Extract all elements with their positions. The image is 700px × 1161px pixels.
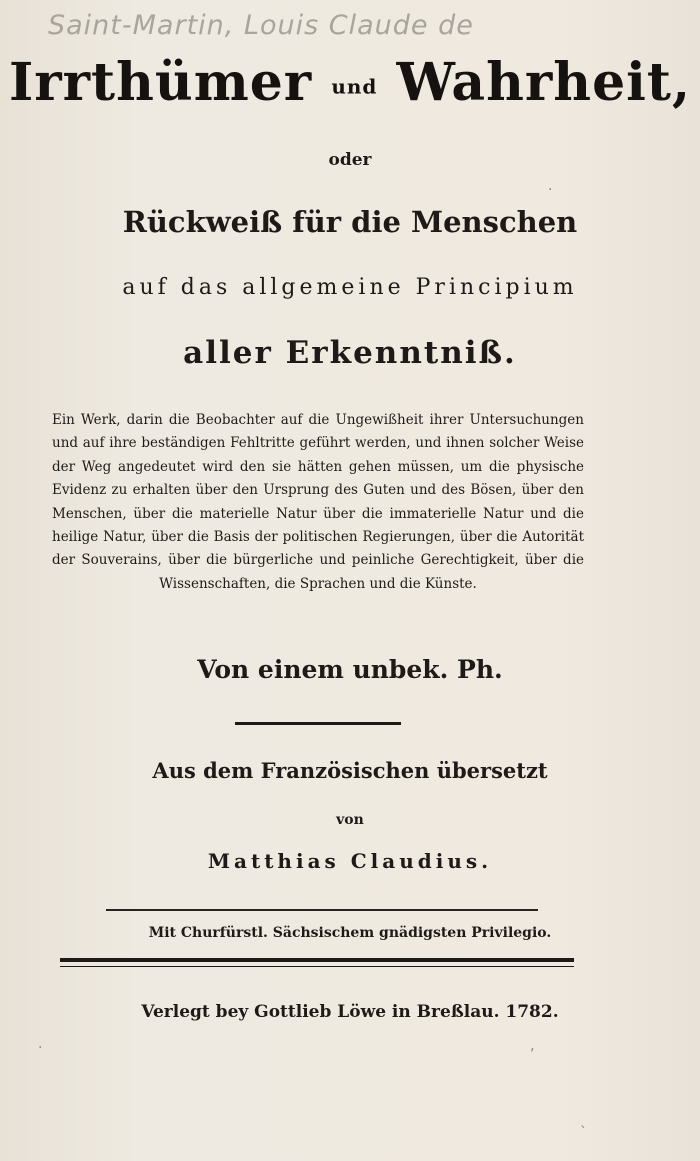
title-part1: Irrthümer (8, 52, 313, 113)
divider-double-thin (60, 966, 574, 967)
divider-privilege-top (106, 909, 538, 911)
paper-speck: ‚ (530, 1038, 535, 1054)
paper-speck: · (548, 182, 553, 198)
privilege-line: Mit Churfürstl. Sächsischem gnädigsten Privilegio. (148, 925, 552, 941)
title-part2: Wahrheit, (396, 52, 692, 113)
subtitle-line-1: Rückweiß für die Menschen (122, 205, 578, 239)
subtitle-line-2: auf das allgemeine Principium (122, 275, 578, 300)
divider-short (235, 722, 401, 725)
von-text: von (336, 812, 364, 828)
translator-name: Matthias Claudius. (207, 849, 493, 873)
oder-text: oder (328, 150, 372, 170)
subtitle-line-3: aller Erkenntniß. (183, 335, 517, 371)
title-connector: und (331, 74, 378, 99)
translation-note: Aus dem Französischen übersetzt (152, 758, 548, 783)
paper-speck: ˋ (580, 1125, 587, 1141)
divider-double-thick (60, 958, 574, 962)
pencil-annotation: Saint-Martin, Louis Claude de (48, 10, 474, 41)
author-line: Von einem unbek. Ph. (197, 655, 503, 684)
paper-speck: · (38, 1040, 43, 1056)
description-paragraph: Ein Werk, darin die Beobachter auf die Ungewißheit ihrer Untersuchungen und auf ihre beständigen Fehltritte geführt werden, und ihnen solcher Weise der Weg angedeutet wird den sie hätten gehen müssen, um die physische Evidenz zu erhalten über den Ursprung des Guten und des Bösen, über den Menschen, über die materielle Natur über die immaterielle Natur und die heilige Natur, über die Basis der politischen Regierungen, über die Autorität der Souverains, über die bürgerliche und peinliche Gerechtigkeit, über die Wissenschaften, die Sprachen und die Künste. (52, 412, 584, 592)
imprint-line: Verlegt bey Gottlieb Löwe in Breßlau. 1782. (141, 1002, 559, 1022)
book-title (0, 52, 700, 113)
